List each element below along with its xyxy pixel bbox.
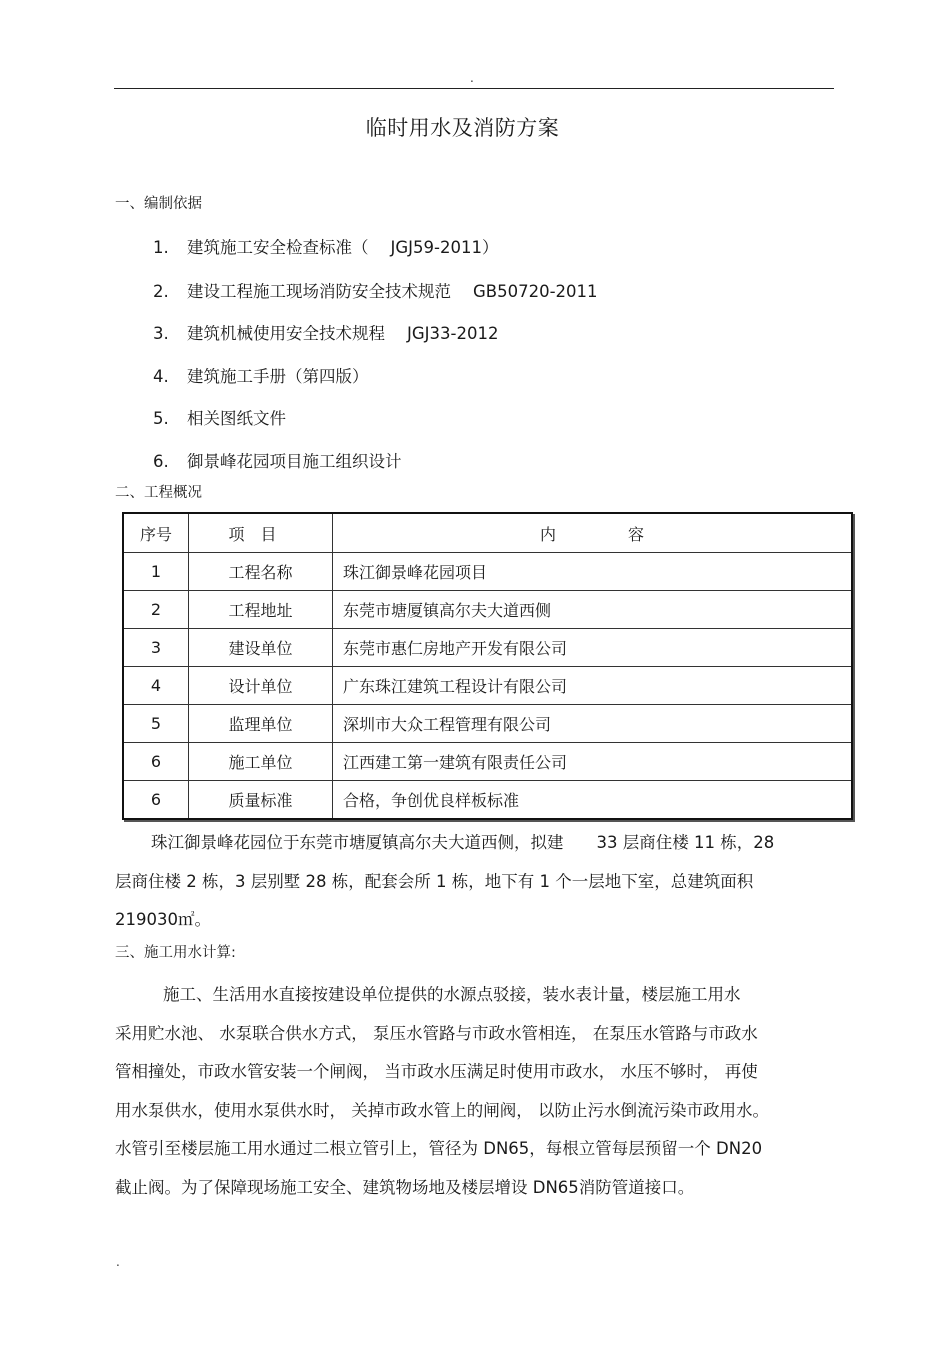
table-row bbox=[123, 667, 852, 705]
paragraph-line: 层商住楼 2 栋，3 层别墅 28 栋，配套会所 1 栋，地下有 1 个一层地下室，总建筑面积 bbox=[115, 871, 754, 891]
cell-item: 建设单位 bbox=[189, 629, 333, 667]
header-dot: . bbox=[470, 71, 474, 85]
cell-content: 珠江御景峰花园项目 bbox=[333, 553, 853, 591]
reference-code: GB50720-2011 bbox=[473, 282, 598, 301]
paragraph-line bbox=[115, 824, 845, 863]
reference-text: 建筑施工安全检查标准（ bbox=[187, 238, 369, 257]
paragraph-line-text: 珠江御景峰花园位于东莞市塘厦镇高尔夫大道西侧，拟建 33 层商住楼 11 栋，28 bbox=[151, 833, 775, 852]
cell-item: 工程名称 bbox=[189, 553, 333, 591]
table-header-row bbox=[123, 513, 852, 553]
reference-text: 相关图纸文件 bbox=[187, 409, 286, 428]
header-cell-item bbox=[189, 513, 333, 553]
cell-item: 工程地址 bbox=[189, 591, 333, 629]
reference-item bbox=[153, 451, 402, 473]
cell-content: 东莞市惠仁房地产开发有限公司 bbox=[333, 629, 853, 667]
footer-dot: . bbox=[116, 1255, 120, 1269]
reference-item bbox=[153, 366, 369, 388]
table-row bbox=[123, 553, 852, 591]
reference-text: 建筑机械使用安全技术规程 bbox=[187, 324, 385, 343]
cell-no: 6 bbox=[123, 743, 189, 781]
reference-number: 1. bbox=[153, 238, 169, 257]
cell-no: 5 bbox=[123, 705, 189, 743]
cell-item: 施工单位 bbox=[189, 743, 333, 781]
table-row bbox=[123, 591, 852, 629]
paragraph-line: 采用贮水池、 水泵联合供水方式， 泵压水管路与市政水管相连， 在泵压水管路与市政水 bbox=[115, 1023, 758, 1043]
cell-no: 4 bbox=[123, 667, 189, 705]
header-content-label: 内容 bbox=[539, 524, 716, 544]
section-heading-water-calc: 三、施工用水计算: bbox=[115, 945, 236, 961]
reference-text: 建设工程施工现场消防安全技术规范 bbox=[187, 282, 451, 301]
header-cell-content bbox=[333, 513, 853, 553]
section-heading-overview: 二、工程概况 bbox=[115, 485, 202, 501]
paragraph-line: 219030㎡。 bbox=[115, 910, 211, 929]
cell-item: 质量标准 bbox=[189, 781, 333, 820]
header-rule bbox=[114, 88, 834, 89]
reference-text: 建筑施工手册（第四版） bbox=[187, 367, 369, 386]
cell-content: 东莞市塘厦镇高尔夫大道西侧 bbox=[333, 591, 853, 629]
reference-item bbox=[153, 281, 598, 303]
page-title: 临时用水及消防方案 bbox=[365, 116, 560, 140]
table-row bbox=[123, 705, 852, 743]
project-overview-table bbox=[122, 512, 853, 820]
cell-no: 6 bbox=[123, 781, 189, 820]
table-row bbox=[123, 629, 852, 667]
cell-item: 设计单位 bbox=[189, 667, 333, 705]
paragraph-line bbox=[115, 976, 845, 1015]
reference-code: JGJ59-2011） bbox=[390, 238, 499, 257]
reference-code: JGJ33-2012 bbox=[407, 324, 499, 343]
cell-content: 深圳市大众工程管理有限公司 bbox=[333, 705, 853, 743]
section-heading-basis: 一、编制依据 bbox=[115, 196, 202, 212]
cell-content: 江西建工第一建筑有限责任公司 bbox=[333, 743, 853, 781]
reference-item bbox=[153, 323, 498, 345]
reference-number: 3. bbox=[153, 324, 169, 343]
reference-number: 4. bbox=[153, 367, 169, 386]
cell-item: 监理单位 bbox=[189, 705, 333, 743]
table-row bbox=[123, 743, 852, 781]
paragraph-line: 截止阀。为了保障现场施工安全、建筑物场地及楼层增设 DN65消防管道接口。 bbox=[115, 1177, 695, 1197]
overview-paragraph bbox=[115, 824, 845, 940]
cell-no: 2 bbox=[123, 591, 189, 629]
header-item-label: 项目 bbox=[228, 524, 293, 544]
cell-content: 广东珠江建筑工程设计有限公司 bbox=[333, 667, 853, 705]
paragraph-line: 水管引至楼层施工用水通过二根立管引上，管径为 DN65，每根立管每层预留一个 DN20 bbox=[115, 1139, 763, 1158]
cell-no: 1 bbox=[123, 553, 189, 591]
reference-text: 御景峰花园项目施工组织设计 bbox=[187, 452, 402, 471]
cell-content: 合格，争创优良样板标准 bbox=[333, 781, 853, 820]
table-row bbox=[123, 781, 852, 820]
reference-number: 5. bbox=[153, 409, 169, 428]
reference-item bbox=[153, 237, 498, 259]
paragraph-line: 管相撞处，市政水管安装一个闸阀， 当市政水压满足时使用市政水， 水压不够时， 再使 bbox=[115, 1062, 758, 1081]
reference-item bbox=[153, 408, 286, 430]
reference-number: 2. bbox=[153, 282, 169, 301]
reference-number: 6. bbox=[153, 452, 169, 471]
water-paragraph bbox=[115, 976, 845, 1207]
paragraph-line: 用水泵供水，使用水泵供水时， 关掉市政水管上的闸阀， 以防止污水倒流污染市政用水。 bbox=[115, 1100, 769, 1120]
header-cell-no: 序号 bbox=[123, 513, 189, 553]
cell-no: 3 bbox=[123, 629, 189, 667]
paragraph-line-text: 施工、生活用水直接按建设单位提供的水源点驳接，装水表计量，楼层施工用水 bbox=[163, 985, 741, 1004]
